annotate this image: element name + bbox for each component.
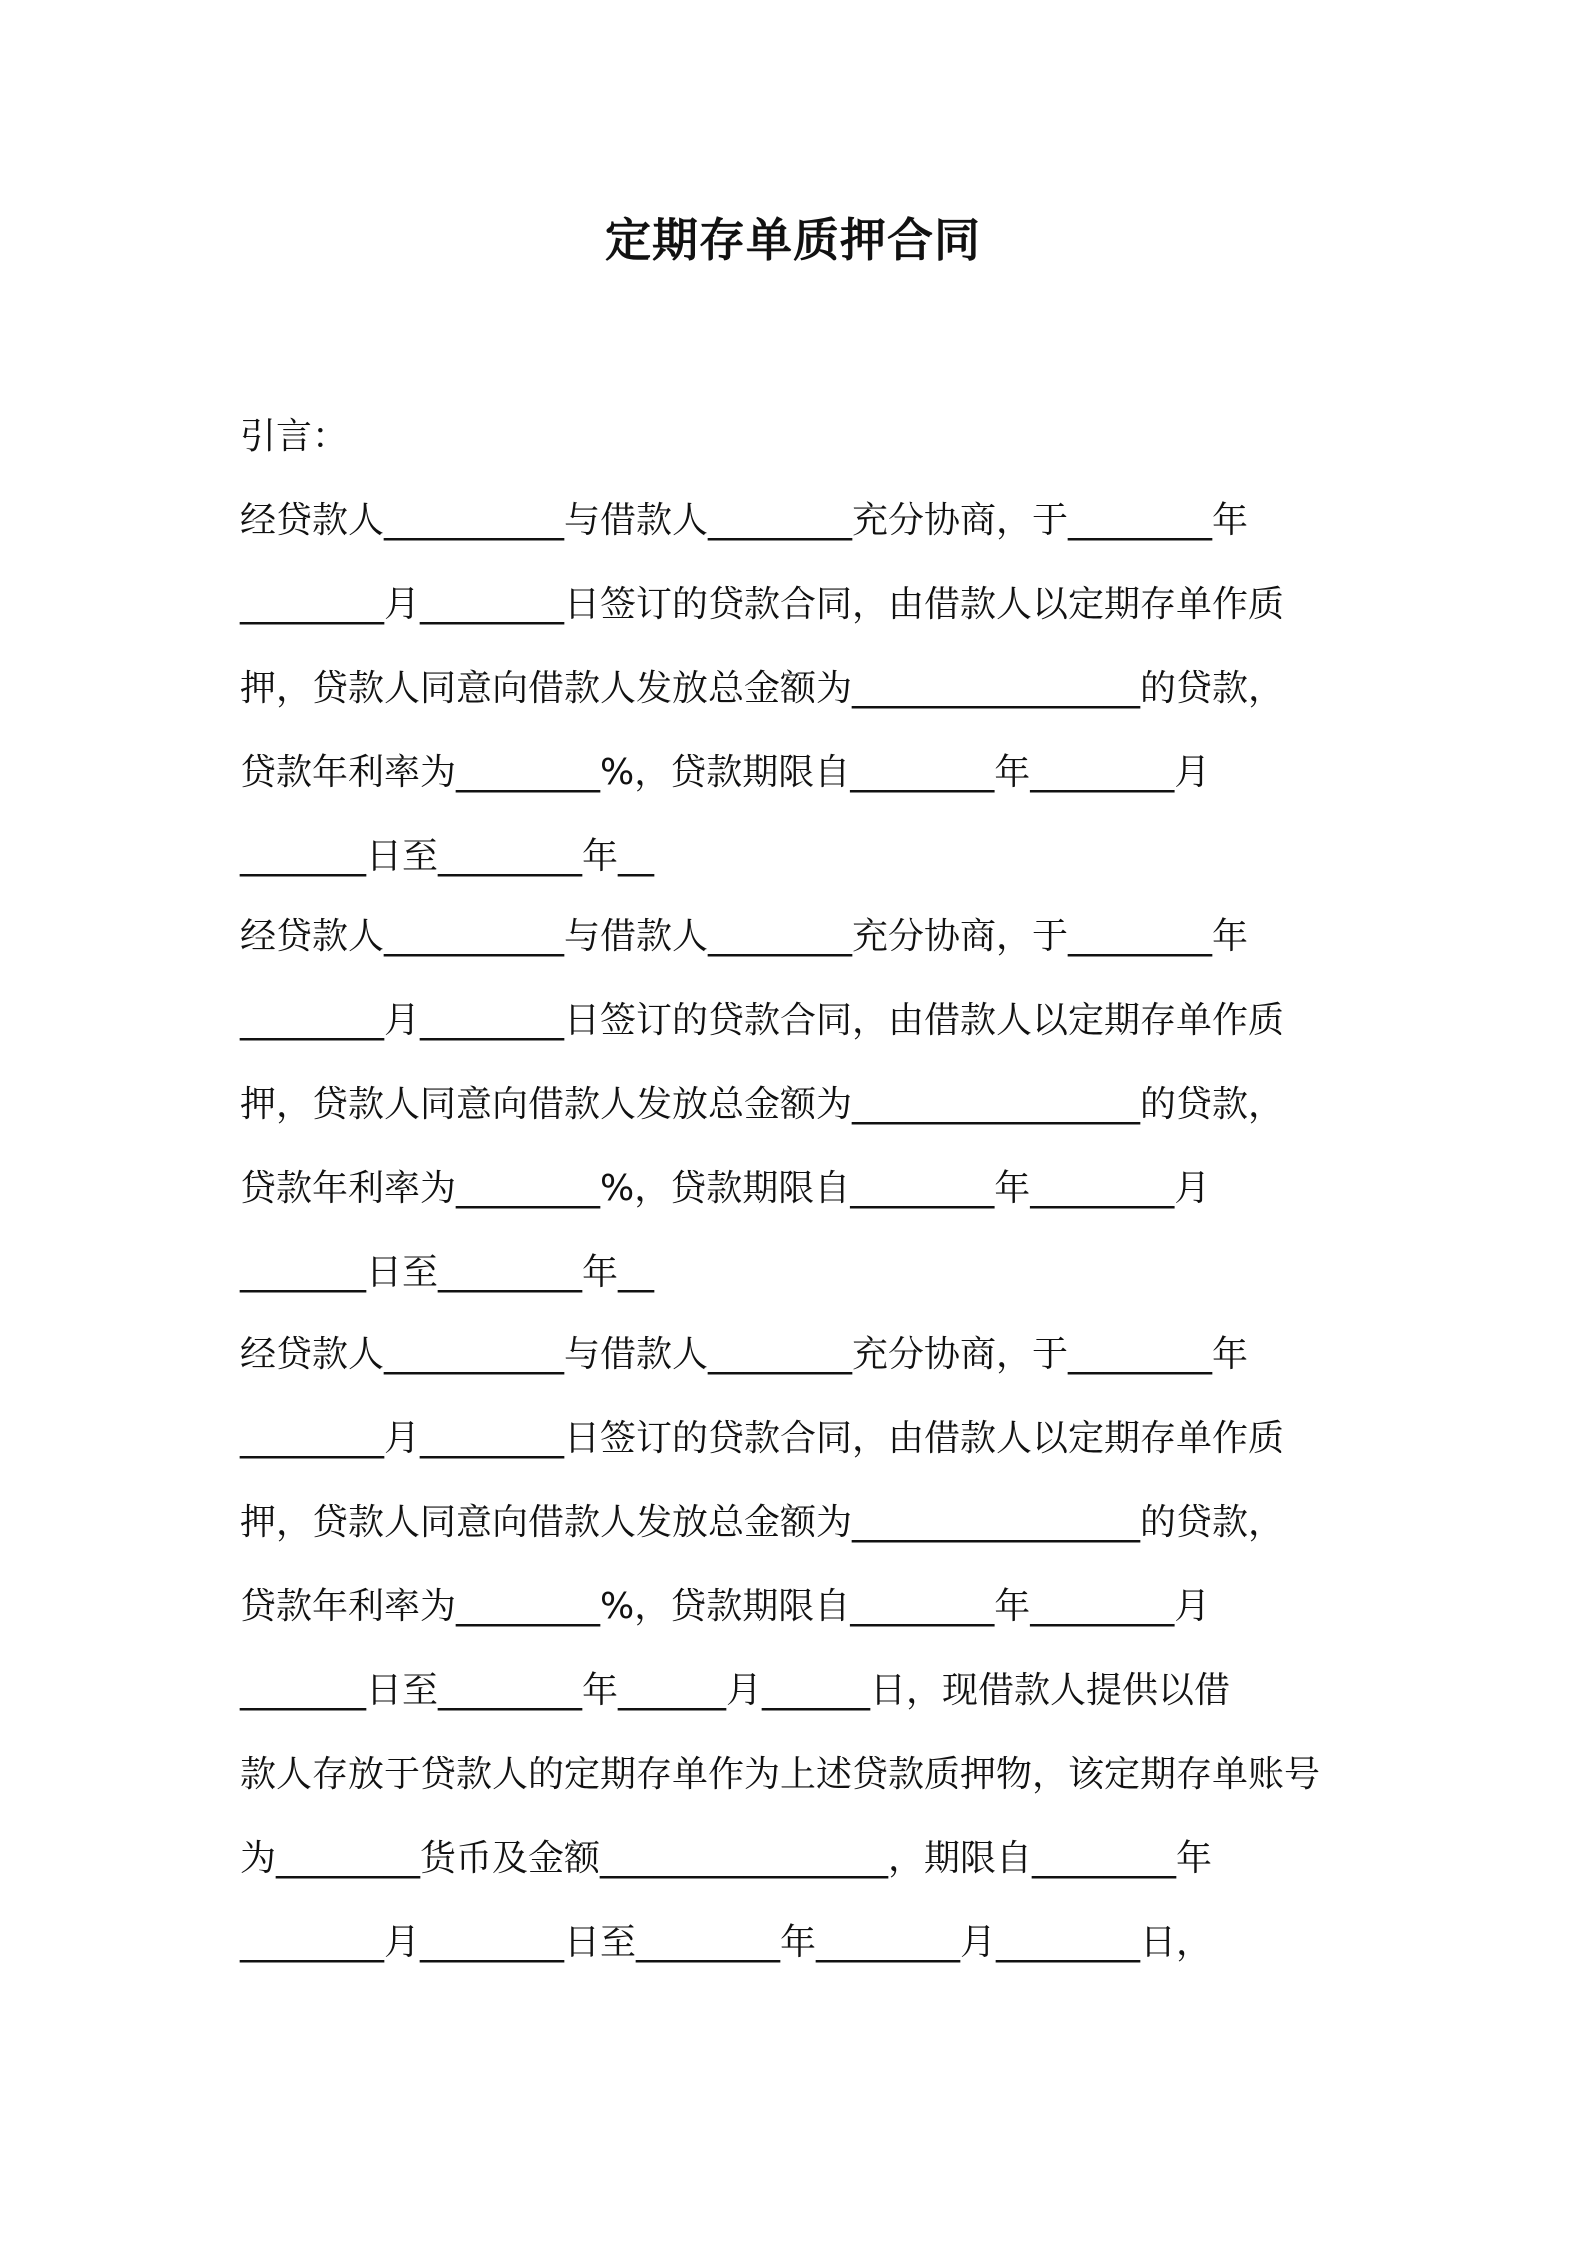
body-line: 为________货币及金额________________，期限自________年 [240, 1838, 1213, 1879]
document-title: 定期存单质押合同 [605, 213, 981, 267]
body-line: 经贷款人__________与借款人________充分协商，于________年 [240, 916, 1249, 957]
body-line: 押，贷款人同意向借款人发放总金额为________________的贷款， [240, 668, 1285, 709]
body-line: 经贷款人__________与借款人________充分协商，于________年 [240, 1334, 1249, 1375]
body-line: 贷款年利率为________%，贷款期限自________年________月 [240, 1168, 1211, 1209]
body-line: _______日至________年__ [240, 1252, 655, 1293]
body-line: 贷款年利率为________%，贷款期限自________年________月 [240, 1586, 1211, 1627]
body-line: ________月________日至________年________月________日， [240, 1922, 1212, 1963]
body-line: _______日至________年__ [240, 836, 655, 877]
body-line: _______日至________年______月______日，现借款人提供以借 [240, 1670, 1231, 1711]
body-line: ________月________日签订的贷款合同，由借款人以定期存单作质 [240, 1418, 1285, 1459]
body-line: 押，贷款人同意向借款人发放总金额为________________的贷款， [240, 1084, 1285, 1125]
body-line: 经贷款人__________与借款人________充分协商，于________年 [240, 500, 1249, 541]
intro-label: 引言： [240, 416, 349, 457]
body-line: ________月________日签订的贷款合同，由借款人以定期存单作质 [240, 584, 1285, 625]
body-line: 押，贷款人同意向借款人发放总金额为________________的贷款， [240, 1502, 1285, 1543]
body-line: 贷款年利率为________%，贷款期限自________年________月 [240, 752, 1211, 793]
body-line: 款人存放于贷款人的定期存单作为上述贷款质押物，该定期存单账号 [240, 1754, 1321, 1795]
body-line: ________月________日签订的贷款合同，由借款人以定期存单作质 [240, 1000, 1285, 1041]
